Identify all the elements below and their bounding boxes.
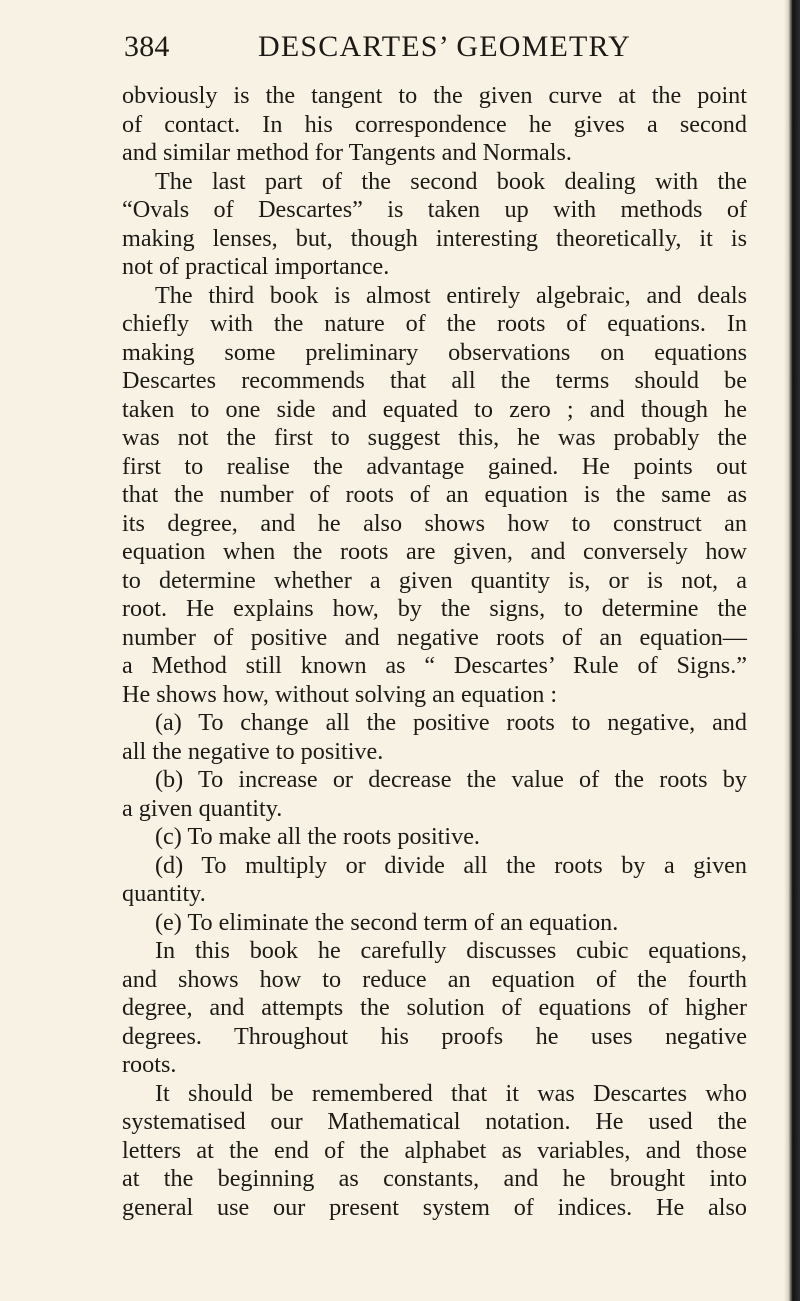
text-line: making lenses, but, though interesting theoretically, it is <box>122 224 747 252</box>
text-line: that the number of roots of an equation is the same as <box>122 481 747 508</box>
text-line: The last part of the second book dealing with the <box>155 167 747 195</box>
text-line: Descartes recommends that all the terms should be <box>122 367 747 394</box>
text-line: chiefly with the nature of the roots of equations. In <box>122 310 747 337</box>
text-line: (a) To change all the positive roots to negative, and <box>155 709 747 736</box>
body-text <box>122 82 747 1222</box>
running-head <box>124 30 744 70</box>
text-line: (e) To eliminate the second term of an equation. <box>155 908 619 936</box>
text-line: The third book is almost entirely algebraic, and deals <box>155 281 747 309</box>
text-line: obviously is the tangent to the given curve at the point <box>122 82 747 109</box>
text-line: equation when the roots are given, and conversely how <box>122 538 747 565</box>
text-line: all the negative to positive. <box>122 737 384 765</box>
text-line: It should be remembered that it was Descartes who <box>155 1079 747 1107</box>
text-line: root. He explains how, by the signs, to determine the <box>122 595 747 622</box>
text-line: number of positive and negative roots of an equation— <box>122 623 747 651</box>
text-line: not of practical importance. <box>122 253 390 280</box>
text-line: degrees. Throughout his proofs he uses negative <box>122 1022 747 1050</box>
text-line: to determine whether a given quantity is, or is not, a <box>122 566 747 594</box>
text-line: and shows how to reduce an equation of the fourth <box>122 965 747 993</box>
text-line: letters at the end of the alphabet as variables, and those <box>122 1136 747 1164</box>
text-line: taken to one side and equated to zero ; and though he <box>122 395 747 423</box>
text-line: and similar method for Tangents and Normals. <box>122 139 572 166</box>
text-line: first to realise the advantage gained. He points out <box>122 452 747 480</box>
running-title: DESCARTES’ GEOMETRY <box>258 30 631 63</box>
text-line: He shows how, without solving an equation : <box>122 680 558 708</box>
page-edge-shadow <box>784 0 800 1301</box>
text-line: degree, and attempts the solution of equations of higher <box>122 994 747 1021</box>
text-line: making some preliminary observations on equations <box>122 338 747 366</box>
text-line: of contact. In his correspondence he gives a second <box>122 110 747 138</box>
text-line: In this book he carefully discusses cubic equations, <box>155 937 747 964</box>
text-line: “Ovals of Descartes” is taken up with methods of <box>122 196 747 223</box>
text-line: roots. <box>122 1051 177 1078</box>
text-line: systematised our Mathematical notation. He used the <box>122 1108 747 1135</box>
text-line: a Method still known as “ Descartes’ Rule of Signs.” <box>122 652 747 679</box>
text-line: a given quantity. <box>122 794 283 822</box>
text-line: at the beginning as constants, and he brought into <box>122 1165 747 1192</box>
text-line: (d) To multiply or divide all the roots by a given <box>155 851 747 879</box>
text-line: general use our present system of indices. He also <box>122 1193 747 1221</box>
text-line: its degree, and he also shows how to construct an <box>122 509 747 537</box>
text-line: (c) To make all the roots positive. <box>155 823 480 850</box>
text-line: (b) To increase or decrease the value of the roots by <box>155 766 747 793</box>
text-line: was not the first to suggest this, he was probably the <box>122 424 747 451</box>
page-number: 384 <box>124 30 170 63</box>
text-line: quantity. <box>122 880 206 907</box>
